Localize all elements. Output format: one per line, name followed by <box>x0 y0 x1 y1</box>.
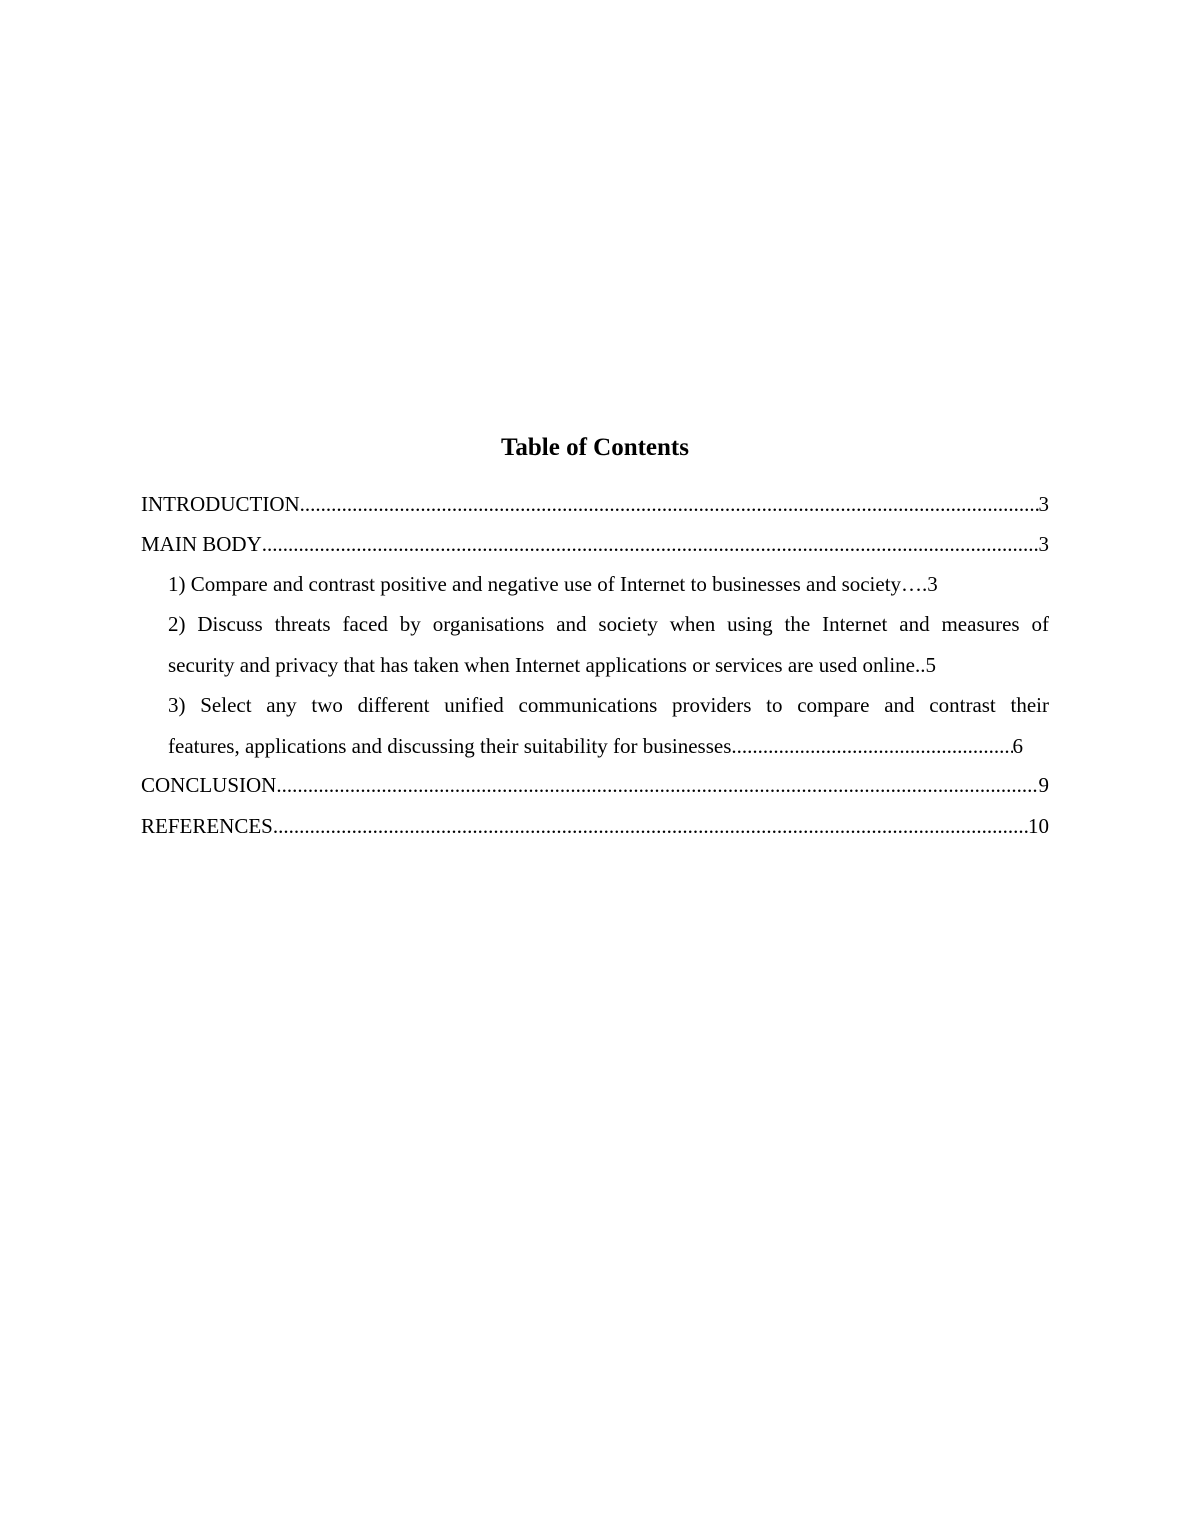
toc-entry-label: INTRODUCTION <box>141 492 300 516</box>
toc-title: Table of Contents <box>501 434 689 461</box>
toc-entry-page: 3 <box>1038 492 1049 516</box>
toc-entry-references[interactable] <box>141 806 1049 846</box>
toc-subentry-3-line-1: 3) Select any two different unified communications providers to compare and contrast their <box>168 693 1049 717</box>
toc-subentry-3-line-2 <box>168 726 1023 767</box>
toc-entry-label: REFERENCES <box>141 814 273 838</box>
toc-subentry-3-label: features, applications and discussing their suitability for businesses <box>168 733 732 758</box>
toc-entry-page: 10 <box>1028 814 1049 838</box>
toc-subentry-2[interactable] <box>168 604 1049 685</box>
toc-subentry-3-page: 6 <box>1012 733 1023 758</box>
dot-leader <box>300 484 1039 524</box>
toc-subentry-3[interactable] <box>168 685 1049 766</box>
dot-leader <box>262 524 1039 564</box>
toc-entry-label: MAIN BODY <box>141 532 262 556</box>
toc-entry-conclusion[interactable] <box>141 765 1049 805</box>
toc-entry-introduction[interactable] <box>141 484 1049 524</box>
toc-entry-page: 3 <box>1038 532 1049 556</box>
toc-entry-main-body[interactable] <box>141 524 1049 564</box>
dot-leader <box>273 806 1028 846</box>
dot-leader <box>276 765 1038 805</box>
toc-subentry-2-line-1: 2) Discuss threats faced by organisations and society when using the Internet and measures of <box>168 612 1049 636</box>
toc-entry-label: CONCLUSION <box>141 773 277 797</box>
toc-subentry-2-line-2: security and privacy that has taken when Internet applications or services are used online..5 <box>168 652 936 677</box>
toc-subentry-1[interactable]: 1) Compare and contrast positive and negative use of Internet to businesses and society….3 <box>168 572 938 596</box>
dot-leader <box>731 726 1012 767</box>
toc-entry-page: 9 <box>1038 773 1049 797</box>
